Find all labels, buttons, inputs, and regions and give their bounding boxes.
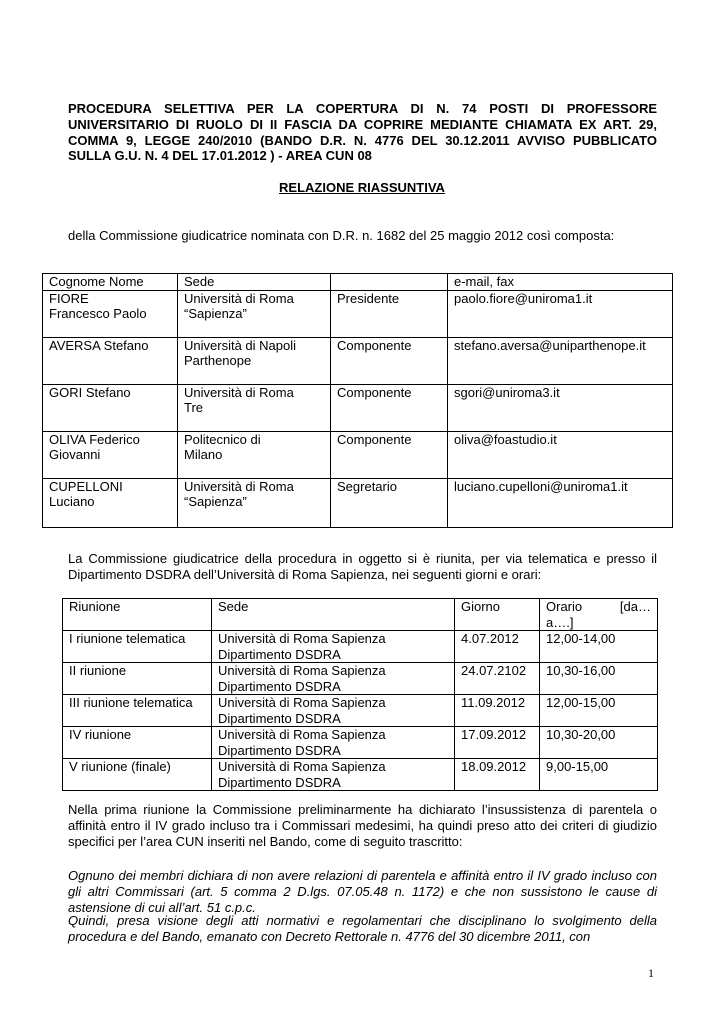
header-cell-name: Cognome Nome bbox=[43, 274, 178, 291]
member-name: OLIVA Federico Giovanni bbox=[43, 431, 178, 478]
member-email: luciano.cupelloni@uniroma1.it bbox=[448, 478, 673, 527]
header-cell-riunione: Riunione bbox=[63, 599, 212, 631]
table-row bbox=[43, 478, 673, 527]
header-cell-giorno: Giorno bbox=[455, 599, 540, 631]
page-number: 1 bbox=[648, 966, 654, 980]
member-name: GORI Stefano bbox=[43, 384, 178, 431]
table-header-row bbox=[63, 599, 658, 631]
member-email: sgori@uniroma3.it bbox=[448, 384, 673, 431]
meeting-time: 10,30-16,00 bbox=[540, 663, 658, 695]
meeting-sede: Università di Roma Sapienza Dipartimento DSDRA bbox=[212, 759, 455, 791]
orario-label: Orario bbox=[546, 599, 583, 614]
table-row bbox=[43, 337, 673, 384]
table-row bbox=[43, 384, 673, 431]
table-header-row bbox=[43, 274, 673, 291]
member-email: oliva@foastudio.it bbox=[448, 431, 673, 478]
member-role: Presidente bbox=[331, 290, 448, 337]
document-heading: PROCEDURA SELETTIVA PER LA COPERTURA DI N. 74 POSTI DI PROFESSORE UNIVERSITARIO DI RUOLO DI II FASCIA DA COPRIRE MEDIANTE CHIAMATA EX ART. 29, COMMA 9, LEGGE 240/2010 (BANDO D.R. N. 4776 DEL 30.12.2011 AVVISO PUBBLICATO SULLA G.U. N. 4 DEL 17.01.2012 ) - AREA CUN 08 bbox=[68, 101, 657, 164]
member-sede: Università di Roma Tre bbox=[178, 384, 331, 431]
member-sede: Università di Napoli Parthenope bbox=[178, 337, 331, 384]
header-cell-role bbox=[331, 274, 448, 291]
member-sede: Università di Roma “Sapienza” bbox=[178, 290, 331, 337]
first-meeting-paragraph: Nella prima riunione la Commissione preliminarmente ha dichiarato l’insussistenza di parentela o affinità entro il IV grado incluso tra i Commissari medesimi, ha quindi preso atto dei criteri di giudizio specifici per l’area CUN inseriti nel Bando, come di seguito trascritto: bbox=[68, 802, 657, 849]
member-role: Componente bbox=[331, 337, 448, 384]
meeting-sede: Università di Roma Sapienza Dipartimento DSDRA bbox=[212, 695, 455, 727]
header-cell-email: e-mail, fax bbox=[448, 274, 673, 291]
meeting-date: 17.09.2012 bbox=[455, 727, 540, 759]
member-role: Componente bbox=[331, 384, 448, 431]
member-name: CUPELLONI Luciano bbox=[43, 478, 178, 527]
meeting-name: I riunione telematica bbox=[63, 631, 212, 663]
declaration-paragraph: Ognuno dei membri dichiara di non avere relazioni di parentela e affinità entro il IV grado incluso con gli altri Commissari (art. 5 comma 2 D.lgs. 07.05.48 n. 1172) e che non sussistono le cause di astensione di cui all’art. 51 c.p.c. bbox=[68, 868, 657, 915]
table-row bbox=[63, 727, 658, 759]
meeting-date: 11.09.2012 bbox=[455, 695, 540, 727]
meeting-time: 12,00-15,00 bbox=[540, 695, 658, 727]
header-cell-sede: Sede bbox=[212, 599, 455, 631]
meeting-name: IV riunione bbox=[63, 727, 212, 759]
meeting-sede: Università di Roma Sapienza Dipartimento DSDRA bbox=[212, 631, 455, 663]
table-row bbox=[63, 663, 658, 695]
header-cell-orario bbox=[540, 599, 658, 631]
meeting-name: II riunione bbox=[63, 663, 212, 695]
meeting-date: 18.09.2012 bbox=[455, 759, 540, 791]
orario-range-start: [da… bbox=[619, 599, 651, 614]
meeting-sede: Università di Roma Sapienza Dipartimento DSDRA bbox=[212, 727, 455, 759]
meeting-name: III riunione telematica bbox=[63, 695, 212, 727]
commission-table bbox=[42, 273, 673, 528]
meeting-time: 10,30-20,00 bbox=[540, 727, 658, 759]
meeting-name: V riunione (finale) bbox=[63, 759, 212, 791]
orario-range-end: a….] bbox=[546, 614, 574, 630]
member-name: AVERSA Stefano bbox=[43, 337, 178, 384]
member-email: paolo.fiore@uniroma1.it bbox=[448, 290, 673, 337]
member-sede: Politecnico di Milano bbox=[178, 431, 331, 478]
meeting-date: 4.07.2012 bbox=[455, 631, 540, 663]
meetings-intro-paragraph: La Commissione giudicatrice della procedura in oggetto si è riunita, per via telematica e presso il Dipartimento DSDRA dell’Università di Roma Sapienza, nei seguenti giorni e orari: bbox=[68, 551, 657, 582]
section-title: RELAZIONE RIASSUNTIVA bbox=[279, 180, 445, 195]
meeting-date: 24.07.2102 bbox=[455, 663, 540, 695]
member-role: Componente bbox=[331, 431, 448, 478]
meeting-time: 12,00-14,00 bbox=[540, 631, 658, 663]
header-cell-sede: Sede bbox=[178, 274, 331, 291]
table-row bbox=[43, 431, 673, 478]
meetings-table bbox=[62, 598, 658, 791]
table-row bbox=[63, 759, 658, 791]
intro-sentence: della Commissione giudicatrice nominata con D.R. n. 1682 del 25 maggio 2012 così composta: bbox=[68, 228, 615, 243]
member-sede: Università di Roma “Sapienza” bbox=[178, 478, 331, 527]
table-row bbox=[63, 631, 658, 663]
table-row bbox=[63, 695, 658, 727]
meeting-time: 9,00-15,00 bbox=[540, 759, 658, 791]
member-role: Segretario bbox=[331, 478, 448, 527]
member-email: stefano.aversa@uniparthenope.it bbox=[448, 337, 673, 384]
member-name: FIORE Francesco Paolo bbox=[43, 290, 178, 337]
quindi-paragraph: Quindi, presa visione degli atti normativi e regolamentari che disciplinano lo svolgimento della procedura e del Bando, emanato con Decreto Rettorale n. 4776 del 30 dicembre 2011, con bbox=[68, 913, 657, 944]
meeting-sede: Università di Roma Sapienza Dipartimento DSDRA bbox=[212, 663, 455, 695]
table-row bbox=[43, 290, 673, 337]
